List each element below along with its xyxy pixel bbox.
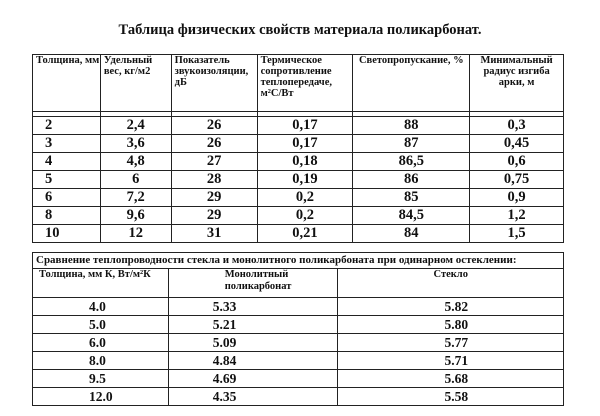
table-cell: 9.5 (33, 370, 169, 388)
table-row (33, 225, 564, 243)
table-cell: 3,6 (100, 135, 171, 153)
header-light-transmission: Светопропускание, % (353, 55, 470, 112)
table-cell: 5 (33, 171, 101, 189)
table-cell: 87 (353, 135, 470, 153)
table-cell: 6.0 (33, 334, 169, 352)
table-cell: 3 (33, 135, 101, 153)
header-sound-insulation: Показатель звукоизоляции, дБ (171, 55, 257, 112)
header-thickness: Толщина, мм (33, 55, 101, 112)
table-header-row (33, 55, 564, 112)
header-glass: Стекло (338, 269, 564, 298)
table-cell: 5.21 (168, 316, 338, 334)
table-cell: 8 (33, 207, 101, 225)
table-cell: 26 (171, 117, 257, 135)
table-row (33, 298, 564, 316)
table-row (33, 171, 564, 189)
table-cell: 0,6 (470, 153, 564, 171)
table-cell: 6 (33, 189, 101, 207)
table-cell: 1,5 (470, 225, 564, 243)
table-cell: 0,2 (257, 207, 353, 225)
table-cell: 88 (353, 117, 470, 135)
table-cell: 4,8 (100, 153, 171, 171)
polycarbonate-properties-table (32, 54, 564, 243)
table-cell: 2,4 (100, 117, 171, 135)
caption-row (33, 253, 564, 269)
table-row (33, 352, 564, 370)
table-row (33, 334, 564, 352)
table-cell: 6 (100, 171, 171, 189)
header-min-bend-radius: Минимальный радиус изгиба арки, м (470, 55, 564, 112)
table-cell: 29 (171, 189, 257, 207)
table-cell: 4 (33, 153, 101, 171)
header-monolithic-polycarbonate: Монолитный поликарбонат (168, 269, 338, 298)
table-row (33, 153, 564, 171)
table-cell: 4.35 (168, 388, 338, 406)
table-row (33, 135, 564, 153)
table-row (33, 388, 564, 406)
table-row (33, 370, 564, 388)
table-cell: 84 (353, 225, 470, 243)
table-row (33, 189, 564, 207)
table-cell: 0,9 (470, 189, 564, 207)
table-cell: 85 (353, 189, 470, 207)
table-row (33, 117, 564, 135)
table-cell: 31 (171, 225, 257, 243)
table-cell: 0,21 (257, 225, 353, 243)
header-thickness-k: Толщина, мм К, Вт/м²К (33, 269, 169, 298)
table-row (33, 316, 564, 334)
table-cell: 0,17 (257, 135, 353, 153)
table-cell: 1,2 (470, 207, 564, 225)
table-cell: 28 (171, 171, 257, 189)
table-cell: 5.09 (168, 334, 338, 352)
table-cell: 0,2 (257, 189, 353, 207)
table-cell: 12 (100, 225, 171, 243)
table-cell: 2 (33, 117, 101, 135)
table-cell: 27 (171, 153, 257, 171)
table-cell: 12.0 (33, 388, 169, 406)
table-caption: Сравнение теплопроводности стекла и монолитного поликарбоната при одинарном остеклении: (33, 253, 564, 269)
table-cell: 0,3 (470, 117, 564, 135)
table-cell: 9,6 (100, 207, 171, 225)
table-cell: 4.84 (168, 352, 338, 370)
table-cell: 0,19 (257, 171, 353, 189)
table-cell: 86,5 (353, 153, 470, 171)
table-cell: 29 (171, 207, 257, 225)
table-cell: 26 (171, 135, 257, 153)
page-title: Таблица физических свойств материала поликарбонат. (118, 22, 482, 38)
header-thermal-resistance: Термическое сопротивление теплопередаче, м²С/Вт (257, 55, 353, 112)
table-cell: 86 (353, 171, 470, 189)
table-cell: 5.68 (338, 370, 564, 388)
table-cell: 84,5 (353, 207, 470, 225)
table-cell: 5.33 (168, 298, 338, 316)
table-header-row (33, 269, 564, 298)
table-cell: 0,18 (257, 153, 353, 171)
table-cell: 8.0 (33, 352, 169, 370)
table-cell: 5.77 (338, 334, 564, 352)
table-cell: 0,75 (470, 171, 564, 189)
table-cell: 7,2 (100, 189, 171, 207)
table-cell: 5.58 (338, 388, 564, 406)
table-cell: 0,45 (470, 135, 564, 153)
table-cell: 4.0 (33, 298, 169, 316)
header-specific-weight: Удельный вес, кг/м2 (100, 55, 171, 112)
table-cell: 5.80 (338, 316, 564, 334)
table-cell: 5.0 (33, 316, 169, 334)
table-row (33, 207, 564, 225)
table-cell: 0,17 (257, 117, 353, 135)
table-cell: 5.71 (338, 352, 564, 370)
table-cell: 4.69 (168, 370, 338, 388)
table-cell: 10 (33, 225, 101, 243)
thermal-conductivity-table (32, 252, 564, 406)
table-cell: 5.82 (338, 298, 564, 316)
